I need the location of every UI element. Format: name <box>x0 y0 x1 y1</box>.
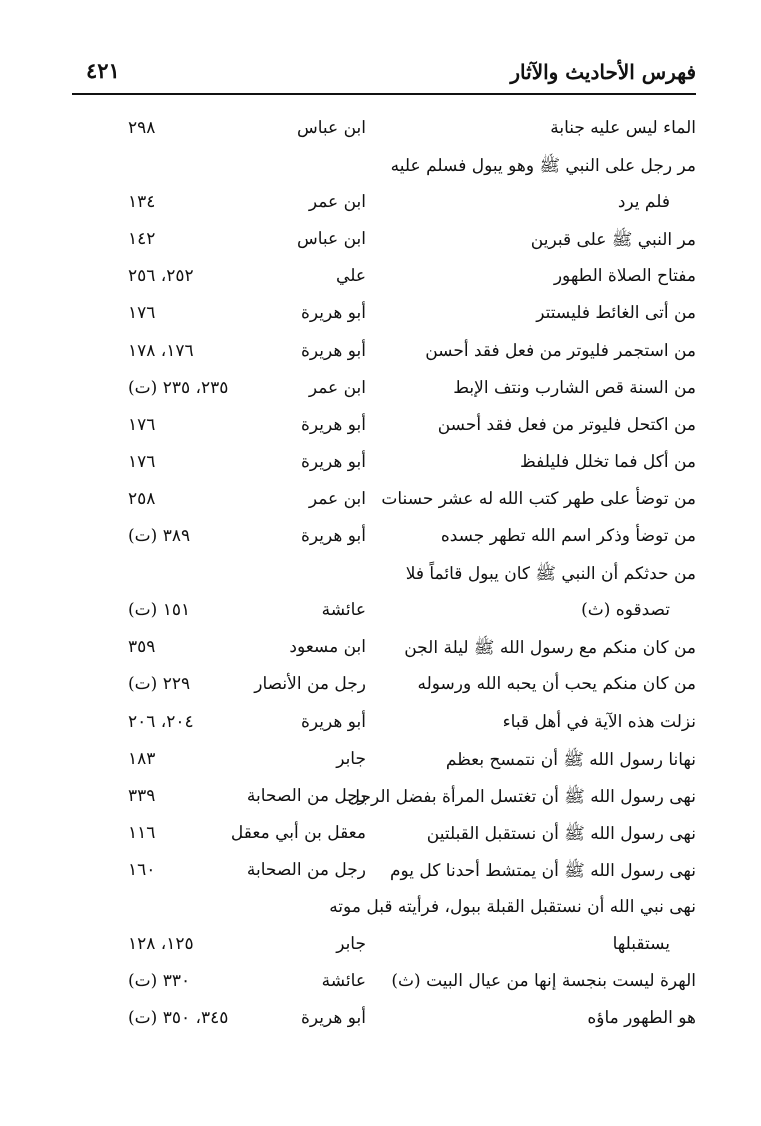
narrator: عائشة <box>321 600 366 621</box>
narrator: ابن عمر <box>308 192 366 213</box>
hadith-text: من أكل فما تخلل فليلفظ <box>520 451 696 472</box>
index-entry <box>100 1002 696 1039</box>
hadith-text: من حدثكم أن النبي ﷺ كان يبول قائماً فلا <box>405 564 696 585</box>
hadith-text: نزلت هذه الآية في أهل قباء <box>502 711 696 732</box>
narrator: ابن عباس <box>296 118 366 138</box>
narrator: رجل من الصحابة <box>246 859 366 880</box>
narrator: جابر <box>336 748 366 769</box>
index-entry <box>100 483 696 520</box>
hadith-text: نهى نبي الله أن نستقبل القبلة ببول، فرأيته قبل موته <box>329 896 696 917</box>
hadith-text: من اكتحل فليوتر من فعل فقد أحسن <box>437 414 696 435</box>
index-entry-continuation <box>100 594 696 631</box>
index-entry <box>100 260 696 297</box>
narrator: أبو هريرة <box>300 526 366 547</box>
hadith-text: من أتى الغائط فليستتر <box>536 303 696 324</box>
index-entry <box>100 780 696 817</box>
page-refs: ١٧٦ <box>128 451 156 472</box>
index-entry <box>100 965 696 1002</box>
page-refs: ٣٨٩ (ت) <box>128 526 191 547</box>
page-refs: ١٨٣ <box>128 748 156 769</box>
page-refs: ٢٣٥، ٢٣٥ (ت) <box>128 377 229 398</box>
narrator: أبو هريرة <box>300 1008 366 1029</box>
page-refs: ١٦٠ <box>128 859 156 880</box>
hadith-text: من استجمر فليوتر من فعل فقد أحسن <box>425 340 696 361</box>
page-refs: ٢٠٤، ٢٠٦ <box>128 711 194 732</box>
page-refs: ١١٦ <box>128 822 156 843</box>
page-header <box>72 56 696 94</box>
narrator: ابن عباس <box>296 229 366 250</box>
page-refs: ٣٥٩ <box>128 637 156 658</box>
page-refs: ٣٣٠ (ت) <box>128 971 191 992</box>
hadith-text: نهى رسول الله ﷺ أن نستقبل القبلتين <box>426 823 696 844</box>
narrator: رجل من الأنصار <box>254 674 366 695</box>
hadith-text: نهانا رسول الله ﷺ أن نتمسح بعظم <box>445 749 696 770</box>
narrator: أبو هريرة <box>300 711 366 732</box>
index-entry <box>100 817 696 854</box>
page-refs: ١٥١ (ت) <box>128 600 191 621</box>
narrator: علي <box>336 266 366 287</box>
narrator: رجل من الصحابة <box>246 785 366 806</box>
index-entry-continuation <box>100 928 696 965</box>
hadith-text: هو الطهور ماؤه <box>587 1008 696 1029</box>
index-entry <box>100 891 696 928</box>
index-entry <box>100 112 696 149</box>
page-refs: ٣٤٥، ٣٥٠ (ت) <box>128 1008 229 1029</box>
hadith-text: نهى رسول الله ﷺ أن يمتشط أحدنا كل يوم <box>389 860 696 881</box>
hadith-text: فلم يرد <box>617 192 670 213</box>
page-number: ٤٢١ <box>86 58 120 83</box>
hadith-text: من كان منكم مع رسول الله ﷺ ليلة الجن <box>404 638 696 659</box>
narrator: أبو هريرة <box>300 340 366 361</box>
page-refs: ٢٩٨ <box>128 118 156 138</box>
page-refs: ١٧٦، ١٧٨ <box>128 340 194 361</box>
index-entry <box>100 223 696 260</box>
hadith-text: تصدقوه (ث) <box>581 600 670 621</box>
header-divider <box>72 93 696 95</box>
narrator: ابن عمر <box>308 377 366 398</box>
index-entry <box>100 631 696 668</box>
index-entry <box>100 557 696 594</box>
hadith-text: الماء ليس عليه جنابة <box>550 118 696 138</box>
index-entry <box>100 520 696 557</box>
narrator: أبو هريرة <box>300 451 366 472</box>
index-entry <box>100 668 696 705</box>
page-refs: ٢٢٩ (ت) <box>128 674 191 695</box>
index-entry <box>100 409 696 446</box>
index-entry <box>100 446 696 483</box>
narrator: عائشة <box>321 971 366 992</box>
narrator: ابن عمر <box>308 488 366 509</box>
page-refs: ٢٥٢، ٢٥٦ <box>128 266 194 287</box>
hadith-index-list <box>100 112 696 1039</box>
hadith-text: مر رجل على النبي ﷺ وهو يبول فسلم عليه <box>390 156 696 177</box>
hadith-text: من توضأ وذكر اسم الله تطهر جسده <box>440 526 696 547</box>
index-entry <box>100 854 696 891</box>
page-refs: ١٢٥، ١٢٨ <box>128 934 194 955</box>
hadith-text: مفتاح الصلاة الطهور <box>553 266 696 287</box>
narrator: أبو هريرة <box>300 414 366 435</box>
hadith-text: نهى رسول الله ﷺ أن تغتسل المرأة بفضل الرجل <box>347 786 696 807</box>
page-refs: ٢٥٨ <box>128 488 156 509</box>
hadith-text: من كان منكم يحب أن يحبه الله ورسوله <box>417 674 696 695</box>
index-entry <box>100 372 696 409</box>
running-title: فهرس الأحاديث والآثار <box>510 60 696 84</box>
page-refs: ٣٣٩ <box>128 785 156 806</box>
hadith-text: مر النبي ﷺ على قبرين <box>530 230 696 251</box>
index-entry <box>100 297 696 334</box>
narrator: معقل بن أبي معقل <box>230 822 366 843</box>
index-entry <box>100 149 696 186</box>
index-entry-continuation <box>100 186 696 223</box>
page-refs: ١٧٦ <box>128 303 156 324</box>
hadith-text: من توضأ على طهر كتب الله له عشر حسنات <box>381 488 696 509</box>
narrator: جابر <box>336 934 366 955</box>
narrator: أبو هريرة <box>300 303 366 324</box>
index-entry <box>100 706 696 743</box>
page-refs: ١٣٤ <box>128 192 156 213</box>
page-refs: ١٤٢ <box>128 229 156 250</box>
page-refs: ١٧٦ <box>128 414 156 435</box>
hadith-text: من السنة قص الشارب ونتف الإبط <box>453 377 696 398</box>
index-entry <box>100 743 696 780</box>
hadith-text: يستقبلها <box>612 934 670 955</box>
hadith-text: الهرة ليست بنجسة إنها من عيال البيت (ث) <box>391 971 696 992</box>
index-entry <box>100 335 696 372</box>
narrator: ابن مسعود <box>289 637 366 658</box>
